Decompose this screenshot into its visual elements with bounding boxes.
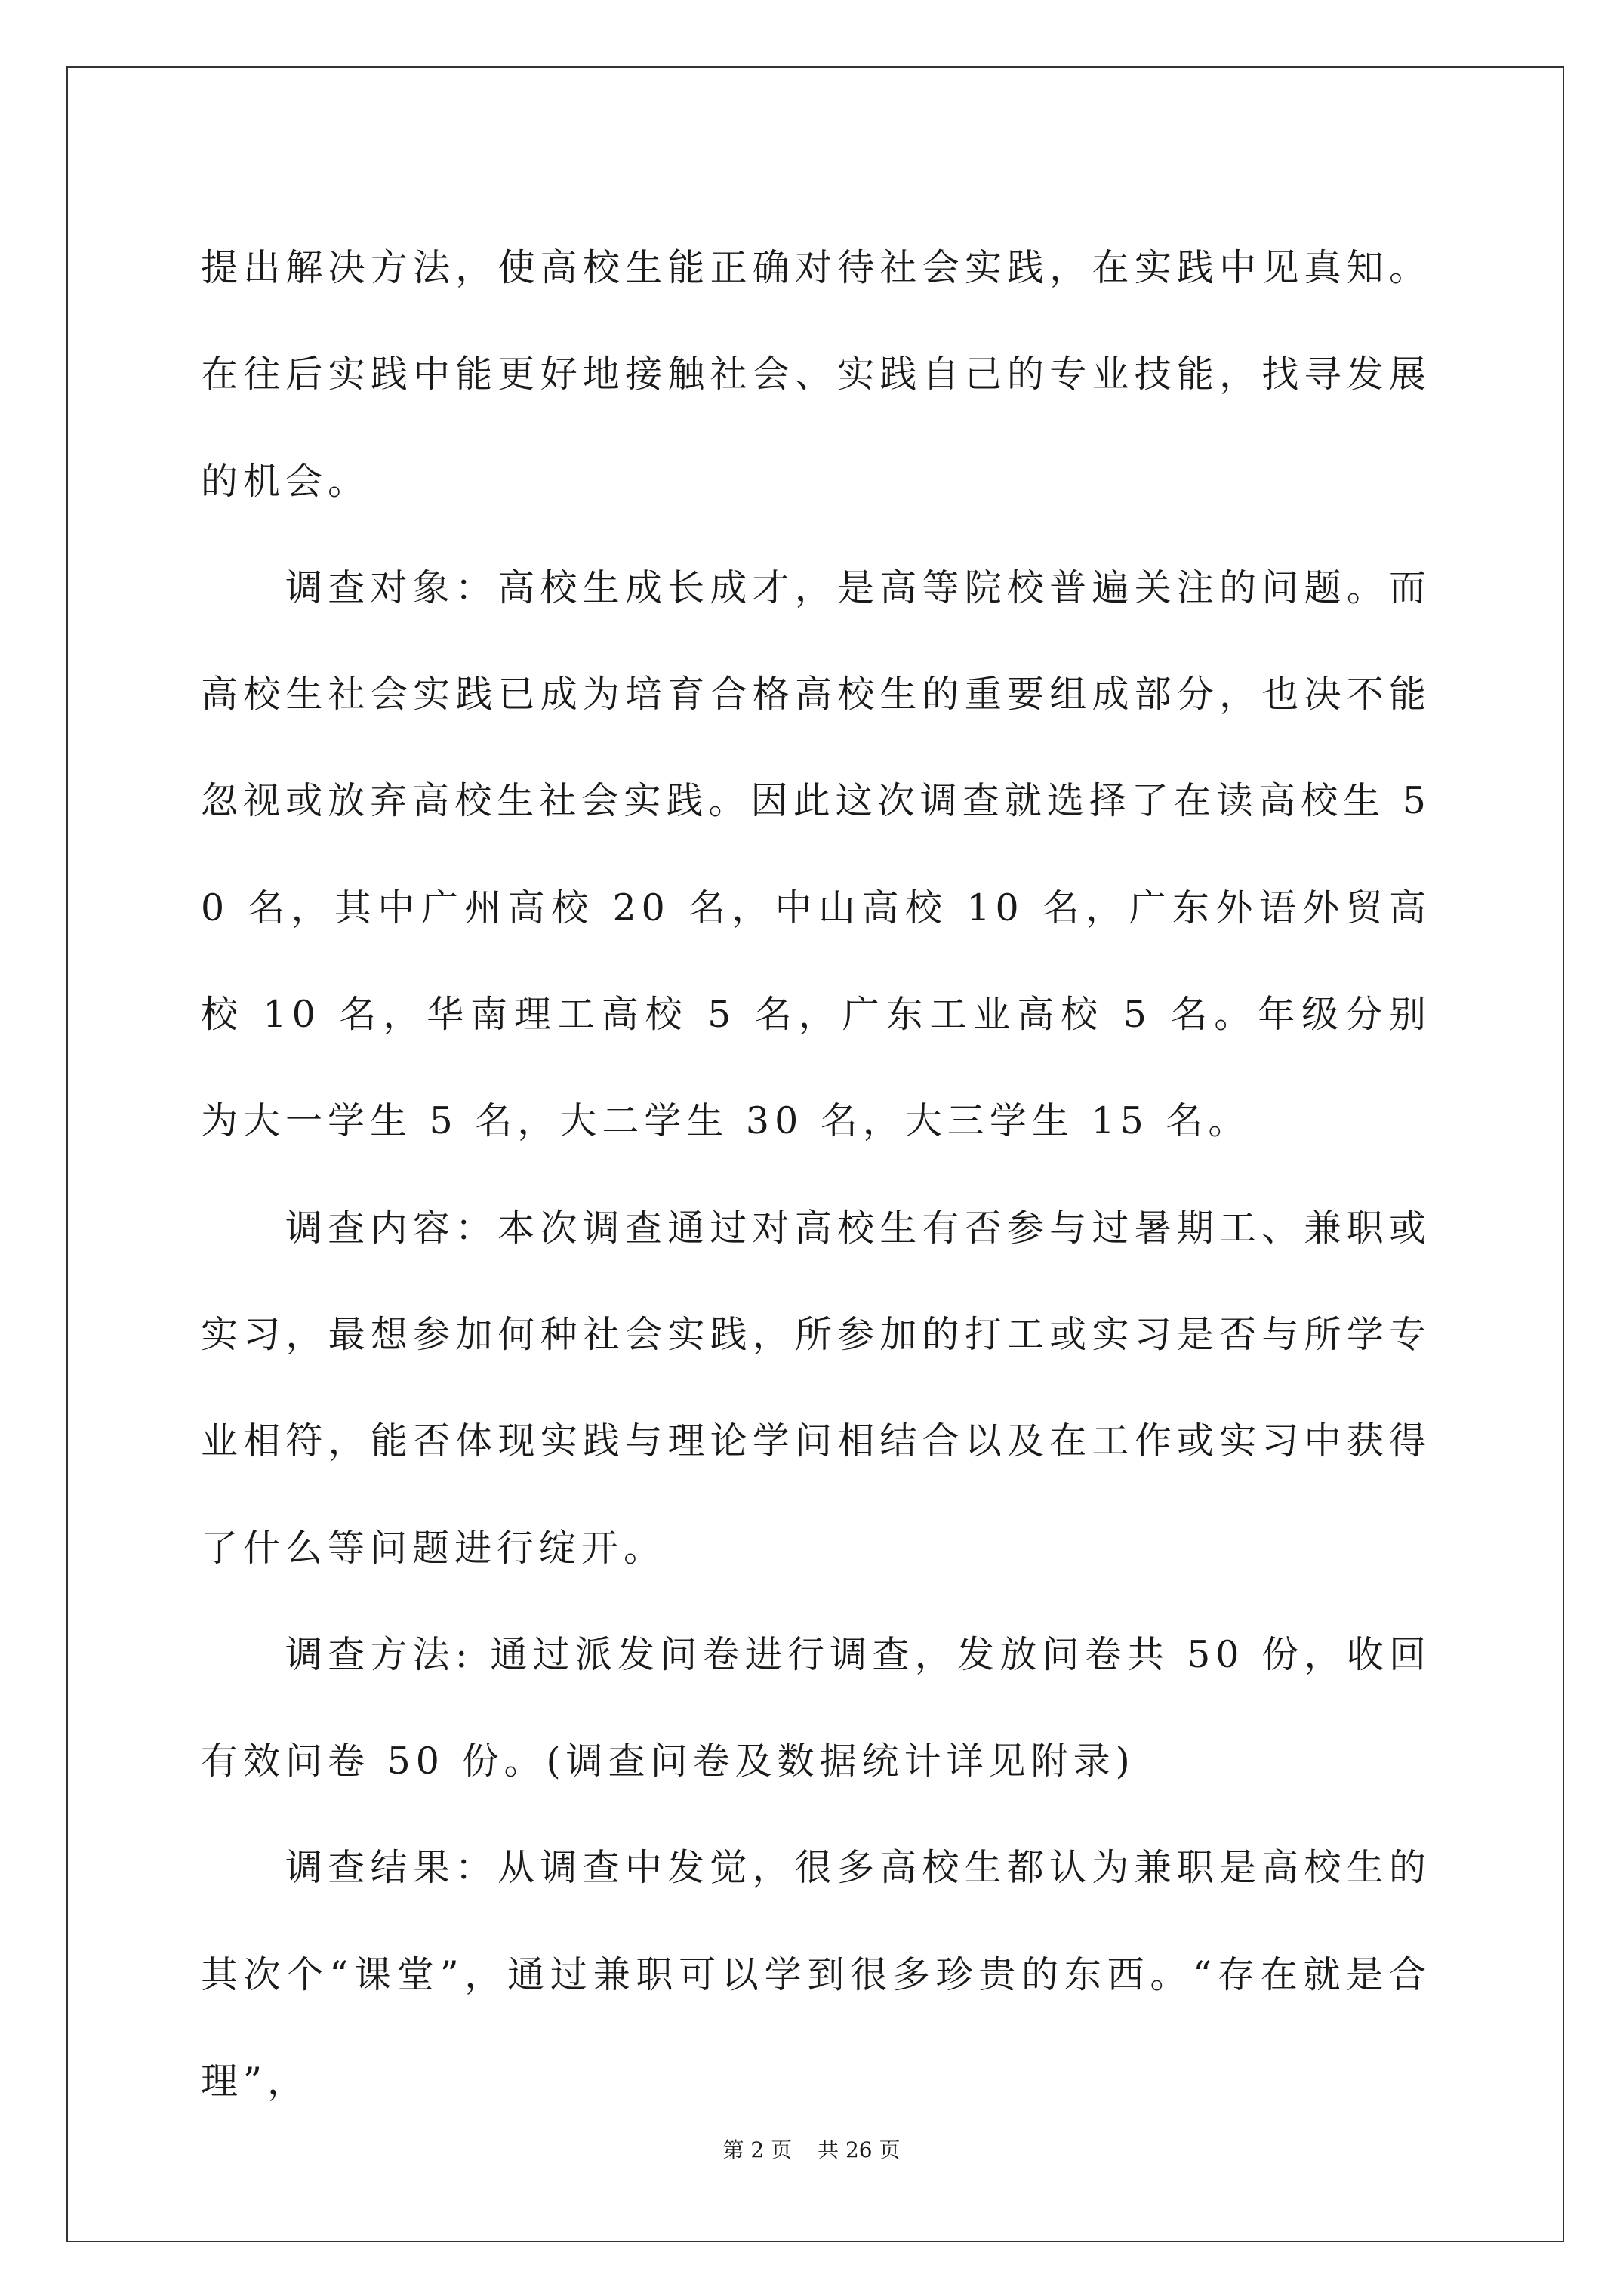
document-body [201,214,1431,2134]
page-number: 第 2 页 [722,2137,793,2162]
paragraph-survey-subjects: 调查对象：高校生成长成才，是高等院校普遍关注的问题。而高校生社会实践已成为培育合格高校生的重要组成部分，也决不能忽视或放弃高校生社会实践。因此这次调查就选择了在读高校生 50 名，其中广州高校 20 名，中山高校 10 名，广东外语外贸高校 10 名，华南理工高校 5 名，广东工业高校 5 名。年级分别为大一学生 5 名，大二学生 30 名，大三学生 15 名。 [201,566,1431,1143]
page-total: 共 26 页 [818,2137,901,2162]
paragraph-survey-results: 调查结果：从调查中发觉，很多高校生都认为兼职是高校生的其次个“课堂”，通过兼职可以学到很多珍贵的东西。“存在就是合理”， [201,1846,1431,2103]
page-footer [0,2135,1623,2165]
paragraph-survey-method: 调查方法: 通过派发问卷进行调查，发放问卷共 50 份，收回有效问卷 50 份。(调查问卷及数据统计详见附录) [201,1632,1431,1783]
paragraph-survey-content: 调查内容：本次调查通过对高校生有否参与过暑期工、兼职或实习，最想参加何种社会实践，所参加的打工或实习是否与所学专业相符，能否体现实践与理论学问相结合以及在工作或实习中获得了什么等问题进行绽开。 [201,1206,1431,1570]
paragraph-intro-continuation: 提出解决方法，使高校生能正确对待社会实践，在实践中见真知。在往后实践中能更好地接触社会、实践自己的专业技能，找寻发展的机会。 [201,246,1431,503]
